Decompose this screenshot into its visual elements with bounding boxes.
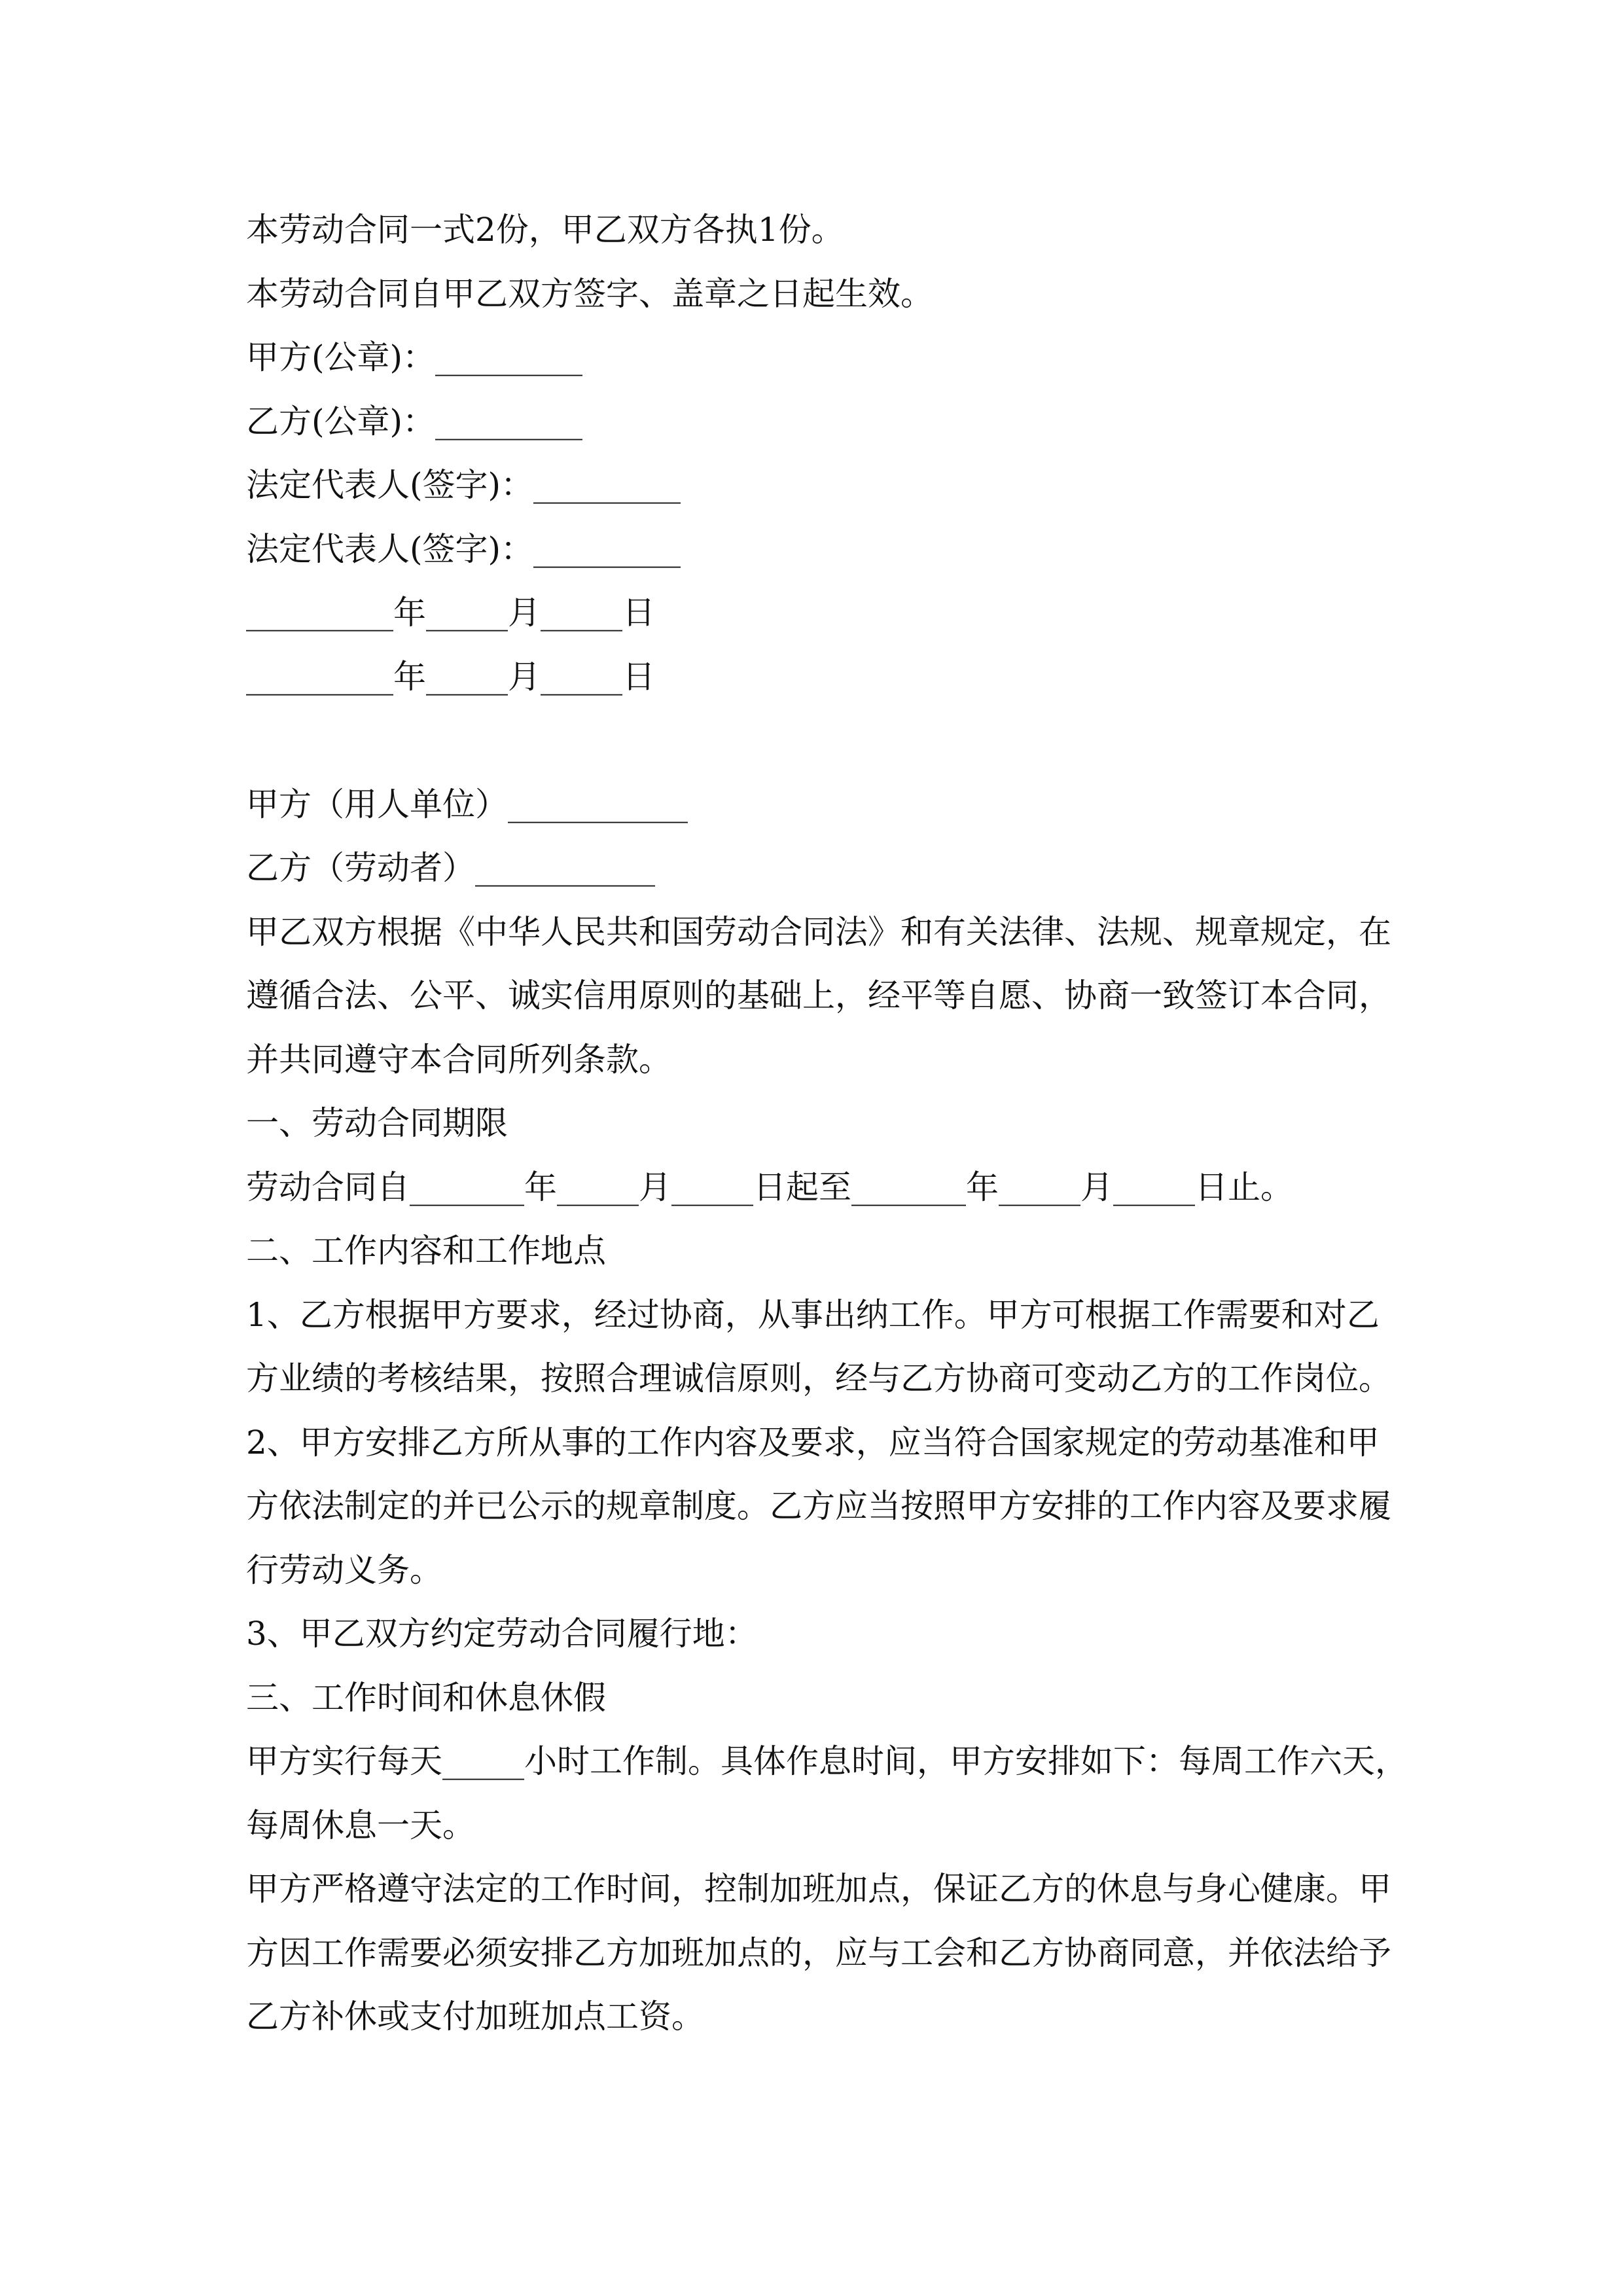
clause-line: 行劳动义务。 [246, 1551, 442, 1589]
clause-line: 甲方严格遵守法定的工作时间，控制加班加点，保证乙方的休息与身心健康。甲 [246, 1870, 1391, 1908]
clause-line: 方因工作需要必须安排乙方加班加点的，应与工会和乙方协商同意，并依法给予 [246, 1933, 1391, 1972]
copies-clause: 本劳动合同一式2份，甲乙双方各执1份。 [246, 211, 844, 249]
party-a-employer-field: 甲方（用人单位）___________ [246, 785, 688, 823]
contract-body [246, 773, 1424, 2049]
clause-line: 方业绩的考核结果，按照合理诚信原则，经与乙方协商可变动乙方的工作岗位。 [246, 1359, 1391, 1397]
section-heading-term: 一、劳动合同期限 [246, 1104, 508, 1142]
legal-rep-signature-field: 法定代表人(签字)：_________ [246, 466, 681, 504]
preamble-line: 遵循合法、公平、诚实信用原则的基础上，经平等自愿、协商一致签订本合同， [246, 977, 1391, 1014]
clause-line: 乙方补休或支付加班加点工资。 [246, 1998, 704, 2036]
party-a-seal-field: 甲方(公章)：_________ [246, 338, 583, 376]
section-heading-work: 二、工作内容和工作地点 [246, 1232, 606, 1270]
party-b-worker-field: 乙方（劳动者）___________ [246, 849, 655, 887]
date-field: _________年_____月_____日 [246, 657, 655, 696]
clause-line: 每周休息一天。 [246, 1806, 475, 1844]
date-field: _________年_____月_____日 [246, 594, 655, 632]
party-b-seal-field: 乙方(公章)：_________ [246, 402, 583, 440]
clause-line: 1、乙方根据甲方要求，经过协商，从事出纳工作。甲方可根据工作需要和对乙 [246, 1295, 1380, 1334]
section-heading-hours: 三、工作时间和休息休假 [246, 1678, 606, 1717]
term-clause: 劳动合同自_______年_____月_____日起至_______年_____月_____日止。 [246, 1168, 1293, 1206]
legal-rep-signature-field: 法定代表人(签字)：_________ [246, 529, 681, 568]
preamble-line: 并共同遵守本合同所列条款。 [246, 1040, 671, 1079]
section-gap [246, 709, 1424, 773]
preamble-line: 甲乙双方根据《中华人民共和国劳动合同法》和有关法律、法规、规章规定，在 [246, 912, 1391, 951]
signature-block [246, 198, 1424, 709]
clause-line: 甲方实行每天_____小时工作制。具体作息时间，甲方安排如下：每周工作六天， [246, 1742, 1408, 1780]
clause-line: 方依法制定的并已公示的规章制度。乙方应当按照甲方安排的工作内容及要求履 [246, 1487, 1391, 1525]
effective-clause: 本劳动合同自甲乙双方签字、盖章之日起生效。 [246, 274, 933, 313]
clause-line: 2、甲方安排乙方所从事的工作内容及要求，应当符合国家规定的劳动基准和甲 [246, 1423, 1380, 1462]
clause-line: 3、甲乙双方约定劳动合同履行地： [246, 1615, 758, 1653]
document-page [246, 198, 1424, 2049]
